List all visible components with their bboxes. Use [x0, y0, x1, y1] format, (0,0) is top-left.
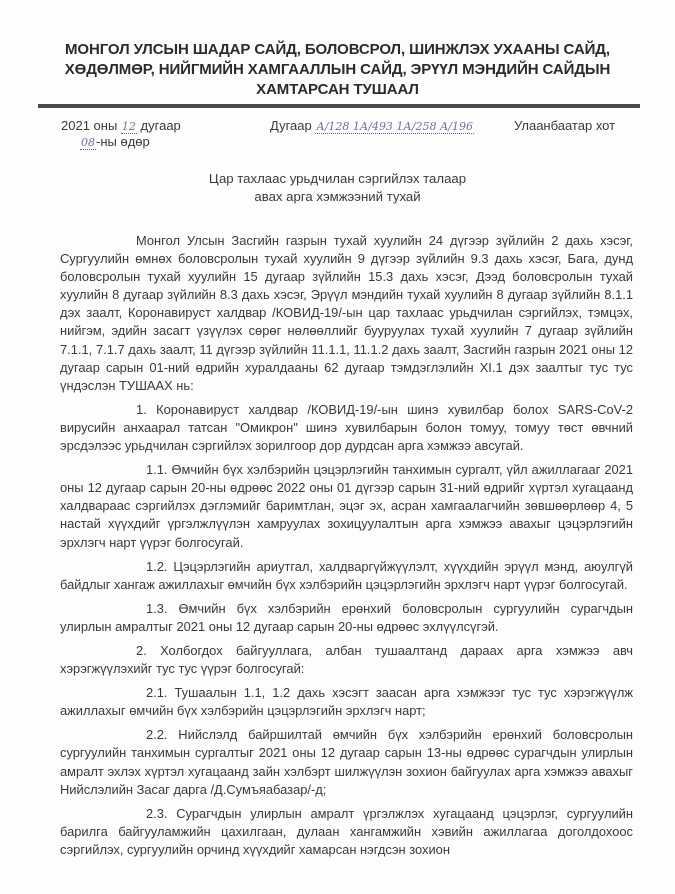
clause-1-3: 1.3. Өмчийн бүх хэлбэрийн ерөнхий боловсролын сургуулийн сурагчдын улирлын амралтыг 2021 оны 12 дугаар сарын 20-ны өдрөөс эхлүүлсүгэй.: [60, 600, 633, 634]
clause-1-1: 1.1. Өмчийн бүх хэлбэрийн цэцэрлэгийн танхимын сургалт, үйл ажиллагааг 2021 оны 12 дугаар сарын 20-ны өдрөөс 2022 оны 01 дүгээр сарын 31-ний өдрийг хүртэл хугацаанд халдвараас сэргийлэх дэглэмийг баримтлан, эцэг эх, асран хамгаалагчийн зөвшөөрлөөр 4, 5 настай хүүхдийг үргэлжлүүлэн хамруулах зохицуулалтын арга хэмжээ авахыг цэцэрлэгийн эрхлэгч нарт үүрэг болгосугай.: [60, 462, 633, 550]
preamble-paragraph: Монгол Улсын Засгийн газрын тухай хуулийн 24 дүгээр зүйлийн 2 дахь хэсэг, Сургуулийн өмнөх боловсролын тухай хуулийн 9 дүгээр зүйлийн 9.3 дахь хэсэг, Бага, дунд боловсролын тухай хуулийн 15 дугаар зүйлийн 15.3 дахь хэсэг, Дээд боловсролын тухай хуулийн 8 дугаар зүйлийн 8.3 дахь хэсэг, Эрүүл мэндийн тухай хуулийн 8 дугаар зүйлийн 8.1.1 дэх заалт, Коронавируст халдвар /КОВИД-19/-ын цар тахлаас урьдчилан сэргийлэх, тэмцэх, нийгэм, эдийн засагт үзүүлэх сөрөг нөлөөллийг бууруулах тухай хуулийн 7 дугаар зүйлийн 7.1.1, 7.1.7 дахь заалт, 11 дүгээр зүйлийн 11.1.1, 11.1.2 дахь заалт, Засгийн газрын 2021 оны 12 дугаар сарын 01-ний өдрийн хуралдааны 62 дугаар тэмдэглэлийн XI.1 дэх заалтыг тус тус үндэслэн ТУШААХ нь:: [60, 233, 633, 393]
number-handwritten: А/128 1А/493 1А/258 А/196: [316, 120, 473, 133]
clause-2-1: 2.1. Тушаалын 1.1, 1.2 дахь хэсэгт заасан арга хэмжээг тус тус хэрэгжүүлж ажиллахыг өмчийн бүх хэлбэрийн цэцэрлэгийн эрхлэгч нарт;: [60, 685, 633, 719]
month-handwritten: 12: [121, 120, 136, 133]
city: Улаанбаатар хот: [514, 118, 616, 133]
header-line: ХӨДӨЛМӨР, НИЙГМИЙН ХАМГААЛЛЫН САЙД, ЭРҮҮЛ МЭНДИЙН САЙДЫН: [64, 61, 611, 78]
day-suffix: -ны өдөр: [96, 134, 150, 149]
date-line: [61, 118, 181, 133]
document-subject: [0, 170, 675, 206]
header-line: МОНГОЛ УЛСЫН ШАДАР САЙД, БОЛОВСРОЛ, ШИНЖЛЭХ УХААНЫ САЙД,: [65, 41, 610, 58]
header-divider: [38, 104, 640, 108]
year-label: 2021 оны: [61, 118, 118, 133]
document-body: [60, 232, 633, 865]
subject-line: авах арга хэмжээний тухай: [254, 189, 421, 204]
clause-2-2: 2.2. Нийслэлд байршилтай өмчийн бүх хэлбэрийн ерөнхий боловсролын сургуулийн танхимын сургалтыг 2021 оны 12 дугаар сарын 13-ны өдрөөс сурагчдын улирлын амралт эхлэх хүртэл хугацаанд зайн хэлбэрт шилжүүлэн зохион байгуулах арга хэмжээ авахыг Нийслэлийн Засаг дарга /Д.Сумъяабазар/-д;: [60, 727, 633, 797]
subject-line: Цар тахлаас урьдчилан сэргийлэх талаар: [208, 171, 467, 186]
document-number: [270, 118, 474, 133]
clause-2: 2. Холбогдох байгууллага, албан тушаалтанд дараах арга хэмжээ авч хэрэгжүүлэхийг тус тус үүрэг болгосугай:: [60, 642, 633, 677]
number-label: Дугаар: [270, 118, 312, 133]
clause-1-2: 1.2. Цэцэрлэгийн ариутгал, халдваргүйжүүлэлт, хүүхдийн эрүүл мэнд, аюулгүй байдлыг хангаж ажиллахыг өмчийн бүх хэлбэрийн цэцэрлэгийн эрхлэгч нарт үүрэг болгосугай.: [60, 558, 633, 592]
clause-2-3: 2.3. Сурагчдын улирлын амралт үргэлжлэх хугацаанд цэцэрлэг, сургуулийн барилга байгууламжийн цахилгаан, дулаан хангамжийн хэвийн ажиллагаа доголдохоос сэргийлэх, сургуулийн орчинд хүүхдийг хамарсан нэгдсэн зохион: [60, 805, 633, 857]
clause-1: 1. Коронавируст халдвар /КОВИД-19/-ын шинэ хувилбар болох SARS-CoV-2 вирусийн анхаарал татсан "Омикрон" шинэ хувилбарын болон томуу, томуу төст өвчний эрсдэлээс урьдчилан сэргийлэх зорилгоор дор дурдсан арга хэмжээ авсугай.: [60, 401, 633, 454]
document-header: [40, 40, 635, 100]
day-handwritten: 08: [81, 136, 95, 149]
month-suffix: дугаар: [140, 118, 181, 133]
header-line: ХАМТАРСАН ТУШААЛ: [256, 81, 419, 98]
day-line: [80, 134, 150, 149]
